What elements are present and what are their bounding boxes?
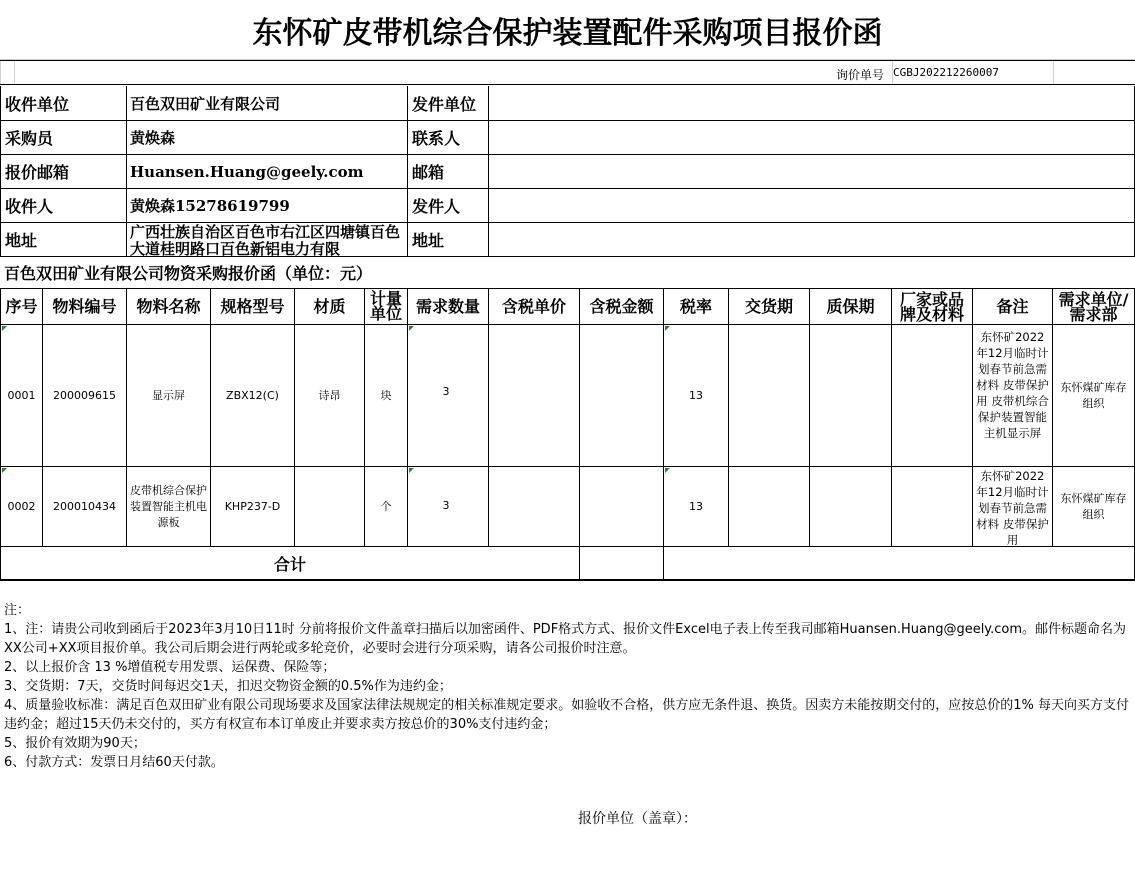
row2-tax: 13: [664, 467, 729, 547]
row2-amount: [580, 467, 664, 547]
row1-brand: [892, 325, 973, 467]
sender-value: [489, 189, 1135, 223]
inquiry-row: [0, 60, 1135, 85]
row2-delivery: [729, 467, 810, 547]
col-spec: 规格型号: [211, 289, 295, 325]
row1-tax: 13: [664, 325, 729, 467]
row1-dept: 东怀煤矿库存组织: [1053, 325, 1135, 467]
row2-name: 皮带机综合保护装置智能主机电源板: [127, 467, 211, 547]
col-name: 物料名称: [127, 289, 211, 325]
signature-label: 报价单位（盖章）：: [578, 811, 697, 827]
recv-unit-label: 收件单位: [0, 86, 127, 121]
buyer-value: 黄焕森: [127, 121, 408, 155]
row2-unit: 个: [365, 467, 408, 547]
subtitle: 百色双田矿业有限公司物资采购报价函（单位：元）: [0, 257, 1135, 289]
col-warranty: 质保期: [810, 289, 892, 325]
row2-seq: 0002: [0, 467, 43, 547]
col-material: 材质: [295, 289, 365, 325]
col-tax: 税率: [664, 289, 729, 325]
inquiry-label: 询价单号: [836, 68, 885, 82]
col-seq: 序号: [0, 289, 43, 325]
note-line: 注：: [4, 603, 31, 618]
row2-note: 东怀矿2022年12月临时计划春节前急需材料 皮带保护用: [973, 467, 1053, 547]
row1-code: 200009615: [43, 325, 127, 467]
send-unit-value: [489, 86, 1135, 121]
row1-delivery: [729, 325, 810, 467]
row2-qty: 3: [408, 467, 489, 547]
col-delivery: 交货期: [729, 289, 810, 325]
row2-material: [295, 467, 365, 547]
row2-brand: [892, 467, 973, 547]
note-line: 4、质量验收标准：满足百色双田矿业有限公司现场要求及国家法律法规规定的相关标准规定要求。如验收不合格，供方应无条件退、换货。因卖方未能按期交付的，应按总价的1% 每天向买方支付违约金；超过15天仍未交付的，买方有权宣布本订单废止并要求卖方按总价的30%支付违约金；: [4, 698, 1130, 732]
recipient-label: 收件人: [0, 189, 127, 223]
note-line: 1、注：请贵公司收到函后于2023年3月10日11时 分前将报价文件盖章扫描后以加密函件、PDF格式方式、报价文件Excel电子表上传至我司邮箱Huansen.Huang@geely.com。邮件标题命名为XX公司+XX项目报价单。我公司后期会进行两轮或多轮竞价，必要时会进行分项采购，请各公司报价时注意。: [4, 622, 1127, 656]
mail-label: 邮箱: [408, 155, 489, 189]
notes-block: [0, 580, 1135, 895]
address-label: 地址: [0, 223, 127, 257]
page-title: 东怀矿皮带机综合保护装置配件采购项目报价函: [0, 0, 1135, 60]
address-value: 广西壮族自治区百色市右江区四塘镇百色大道桂明路口百色新铝电力有限: [127, 223, 408, 257]
row1-unit: 块: [365, 325, 408, 467]
note-line: 2、以上报价含 13 %增值税专用发票、运保费、保险等；: [4, 660, 336, 675]
total-label: 合计: [0, 547, 580, 580]
row2-warranty: [810, 467, 892, 547]
total-amount: [580, 547, 664, 580]
note-line: 5、报价有效期为90天；: [4, 736, 146, 751]
recipient-value: 黄焕森15278619799: [127, 189, 408, 223]
note-line: 3、交货期：7天，交货时间每迟交1天，扣迟交物资金额的0.5%作为违约金；: [4, 679, 452, 694]
row2-price: [489, 467, 580, 547]
sender-label: 发件人: [408, 189, 489, 223]
total-rest: [664, 547, 1135, 580]
recv-unit-value: 百色双田矿业有限公司: [127, 86, 408, 121]
row1-material: 诗昂: [295, 325, 365, 467]
col-qty: 需求数量: [408, 289, 489, 325]
address2-label: 地址: [408, 223, 489, 257]
col-amount: 含税金额: [580, 289, 664, 325]
col-note: 备注: [973, 289, 1053, 325]
col-dept: 需求单位/需求部: [1053, 289, 1135, 325]
contact-value: [489, 121, 1135, 155]
col-code: 物料编号: [43, 289, 127, 325]
inquiry-number: CGBJ202212260007: [893, 66, 999, 79]
send-unit-label: 发件单位: [408, 86, 489, 121]
row2-spec: KHP237-D: [211, 467, 295, 547]
row1-qty: 3: [408, 325, 489, 467]
email-label: 报价邮箱: [0, 155, 127, 189]
email-value: Huansen.Huang@geely.com: [127, 155, 408, 189]
note-line: 6、付款方式：发票日月结60天付款。: [4, 755, 224, 770]
row2-code: 200010434: [43, 467, 127, 547]
col-price: 含税单价: [489, 289, 580, 325]
col-brand: 厂家或品牌及材料: [892, 289, 973, 325]
row1-warranty: [810, 325, 892, 467]
row1-amount: [580, 325, 664, 467]
row2-dept: 东怀煤矿库存组织: [1053, 467, 1135, 547]
buyer-label: 采购员: [0, 121, 127, 155]
row1-name: 显示屏: [127, 325, 211, 467]
address2-value: [489, 223, 1135, 257]
contact-label: 联系人: [408, 121, 489, 155]
col-unit: 计量单位: [365, 289, 408, 325]
mail-value: [489, 155, 1135, 189]
row1-seq: 0001: [0, 325, 43, 467]
row1-spec: ZBX12(C): [211, 325, 295, 467]
row1-price: [489, 325, 580, 467]
row1-note: 东怀矿2022年12月临时计划春节前急需材料 皮带保护用 皮带机综合保护装置智能主机显示屏: [973, 325, 1053, 467]
